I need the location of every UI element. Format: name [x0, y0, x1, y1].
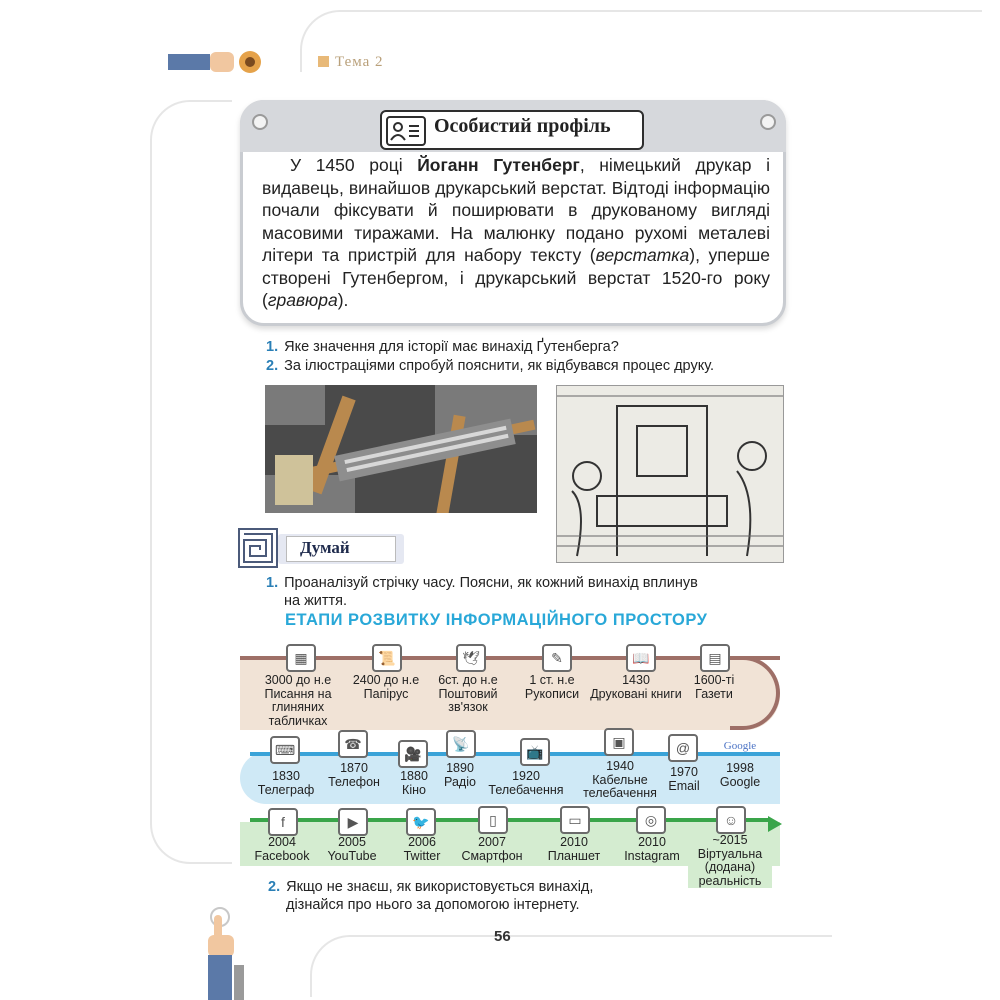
profile-title: Особистий профіль [434, 115, 611, 137]
timeline-item: 1940 Кабельне телебачення [583, 759, 657, 800]
book-icon: 📖 [626, 644, 656, 672]
printing-press-engraving [556, 385, 784, 563]
clay-tablet-icon: ▦ [286, 644, 316, 672]
timeline-item: 2006 Twitter [403, 835, 441, 863]
timeline-item: 1870 Телефон [328, 761, 380, 789]
page-frame-bottom [310, 935, 832, 997]
topic-header: Тема 2 [318, 54, 384, 71]
id-card-icon [386, 116, 426, 146]
timeline-item: 1830 Телеграф [257, 769, 315, 797]
hand-pointing-illustration [168, 50, 268, 74]
timeline-item: 1970 Email [668, 765, 700, 793]
tablet-icon: ▭ [560, 806, 590, 834]
think-label: Думай [300, 538, 350, 557]
email-icon: @ [668, 734, 698, 762]
timeline-item: 2004 Facebook [254, 835, 310, 863]
timeline-item: 1998 Google [719, 761, 761, 789]
instagram-icon: ◎ [636, 806, 666, 834]
timeline-item: 2010 Планшет [547, 835, 601, 863]
hand-touch-illustration [200, 905, 250, 1000]
film-camera-icon: 🎥 [398, 740, 428, 768]
bolt-icon [760, 114, 776, 130]
question-2: 2. За ілюстраціями спробуй пояснити, як відбувався процес друку. [266, 358, 715, 374]
page-frame-left [150, 100, 232, 864]
timeline-title: ЕТАПИ РОЗВИТКУ ІНФОРМАЦІЙНОГО ПРОСТОРУ [285, 611, 708, 629]
timeline-line-digital [250, 818, 770, 822]
timeline-item: ~2015 Віртуальна (додана) реальність [688, 834, 772, 888]
radio-tower-icon: 📡 [446, 730, 476, 758]
papyrus-icon: 📜 [372, 644, 402, 672]
cable-tv-icon: ▣ [604, 728, 634, 756]
facebook-icon: f [268, 808, 298, 836]
profile-text: У 1450 році Йоганн Гутенберг, німецький друкар і видавець, винайшов друкарський верстат. Відтоді інформацію почали фіксувати й поширювати в друкованому вигляді масовими тиражами. На малюнку подано рухомі металеві літери та пристрій для набору тексту (верстатка), уперше створені Гутенбергом, і друкарський верстат 1520-го року (гравюра). [262, 155, 770, 310]
timeline-item: 3000 до н.е Писання на глиняних табличках [264, 673, 332, 728]
bolt-icon [252, 114, 268, 130]
timeline-item: 6ст. до н.е Поштовий зв'язок [438, 673, 498, 714]
think-question-1: 1. Проаналізуй стрічку часу. Поясни, як кожний винахід вплинув на життя. [266, 575, 698, 609]
telephone-icon: ☎ [338, 730, 368, 758]
page-frame-top [300, 10, 982, 72]
timeline-item: 1890 Радіо [444, 761, 476, 789]
timeline-line-ancient [240, 656, 780, 660]
timeline-item: 1920 Телебачення [488, 769, 564, 797]
timeline-item: 2400 до н.е Папірус [352, 673, 420, 701]
google-logo-icon: Google [723, 740, 757, 752]
twitter-icon: 🐦 [406, 808, 436, 836]
topic-square-icon [318, 56, 329, 67]
timeline-item: 2005 YouTube [327, 835, 377, 863]
timeline-item: 1600-ті Газети [693, 673, 735, 701]
page-number: 56 [494, 928, 511, 945]
question-1: 1. Яке значення для історії має винахід Ґутенберга? [266, 339, 619, 355]
newspaper-icon: ▤ [700, 644, 730, 672]
telegraph-icon: ⌨ [270, 736, 300, 764]
vr-icon: ☺ [716, 806, 746, 834]
timeline-item: 1430 Друковані книги [590, 673, 682, 701]
timeline-line-electric [250, 752, 780, 756]
maze-icon [238, 528, 278, 568]
timeline-item: 2010 Instagram [624, 835, 680, 863]
timeline-item: 1880 Кіно [400, 769, 428, 797]
manuscript-icon: ✎ [542, 644, 572, 672]
think-question-2: 2. Якщо не знаєш, як використовується винахід, дізнайся про нього за допомогою інтернету. [268, 879, 594, 913]
smartphone-icon: ▯ [478, 806, 508, 834]
timeline-item: 2007 Смартфон [461, 835, 523, 863]
pigeon-icon: 🕊 [456, 644, 486, 672]
timeline-arrow-icon [768, 816, 782, 832]
movable-type-photo [265, 385, 537, 513]
tv-icon: 📺 [520, 738, 550, 766]
youtube-icon: ▶ [338, 808, 368, 836]
timeline-item: 1 ст. н.е Рукописи [524, 673, 580, 701]
